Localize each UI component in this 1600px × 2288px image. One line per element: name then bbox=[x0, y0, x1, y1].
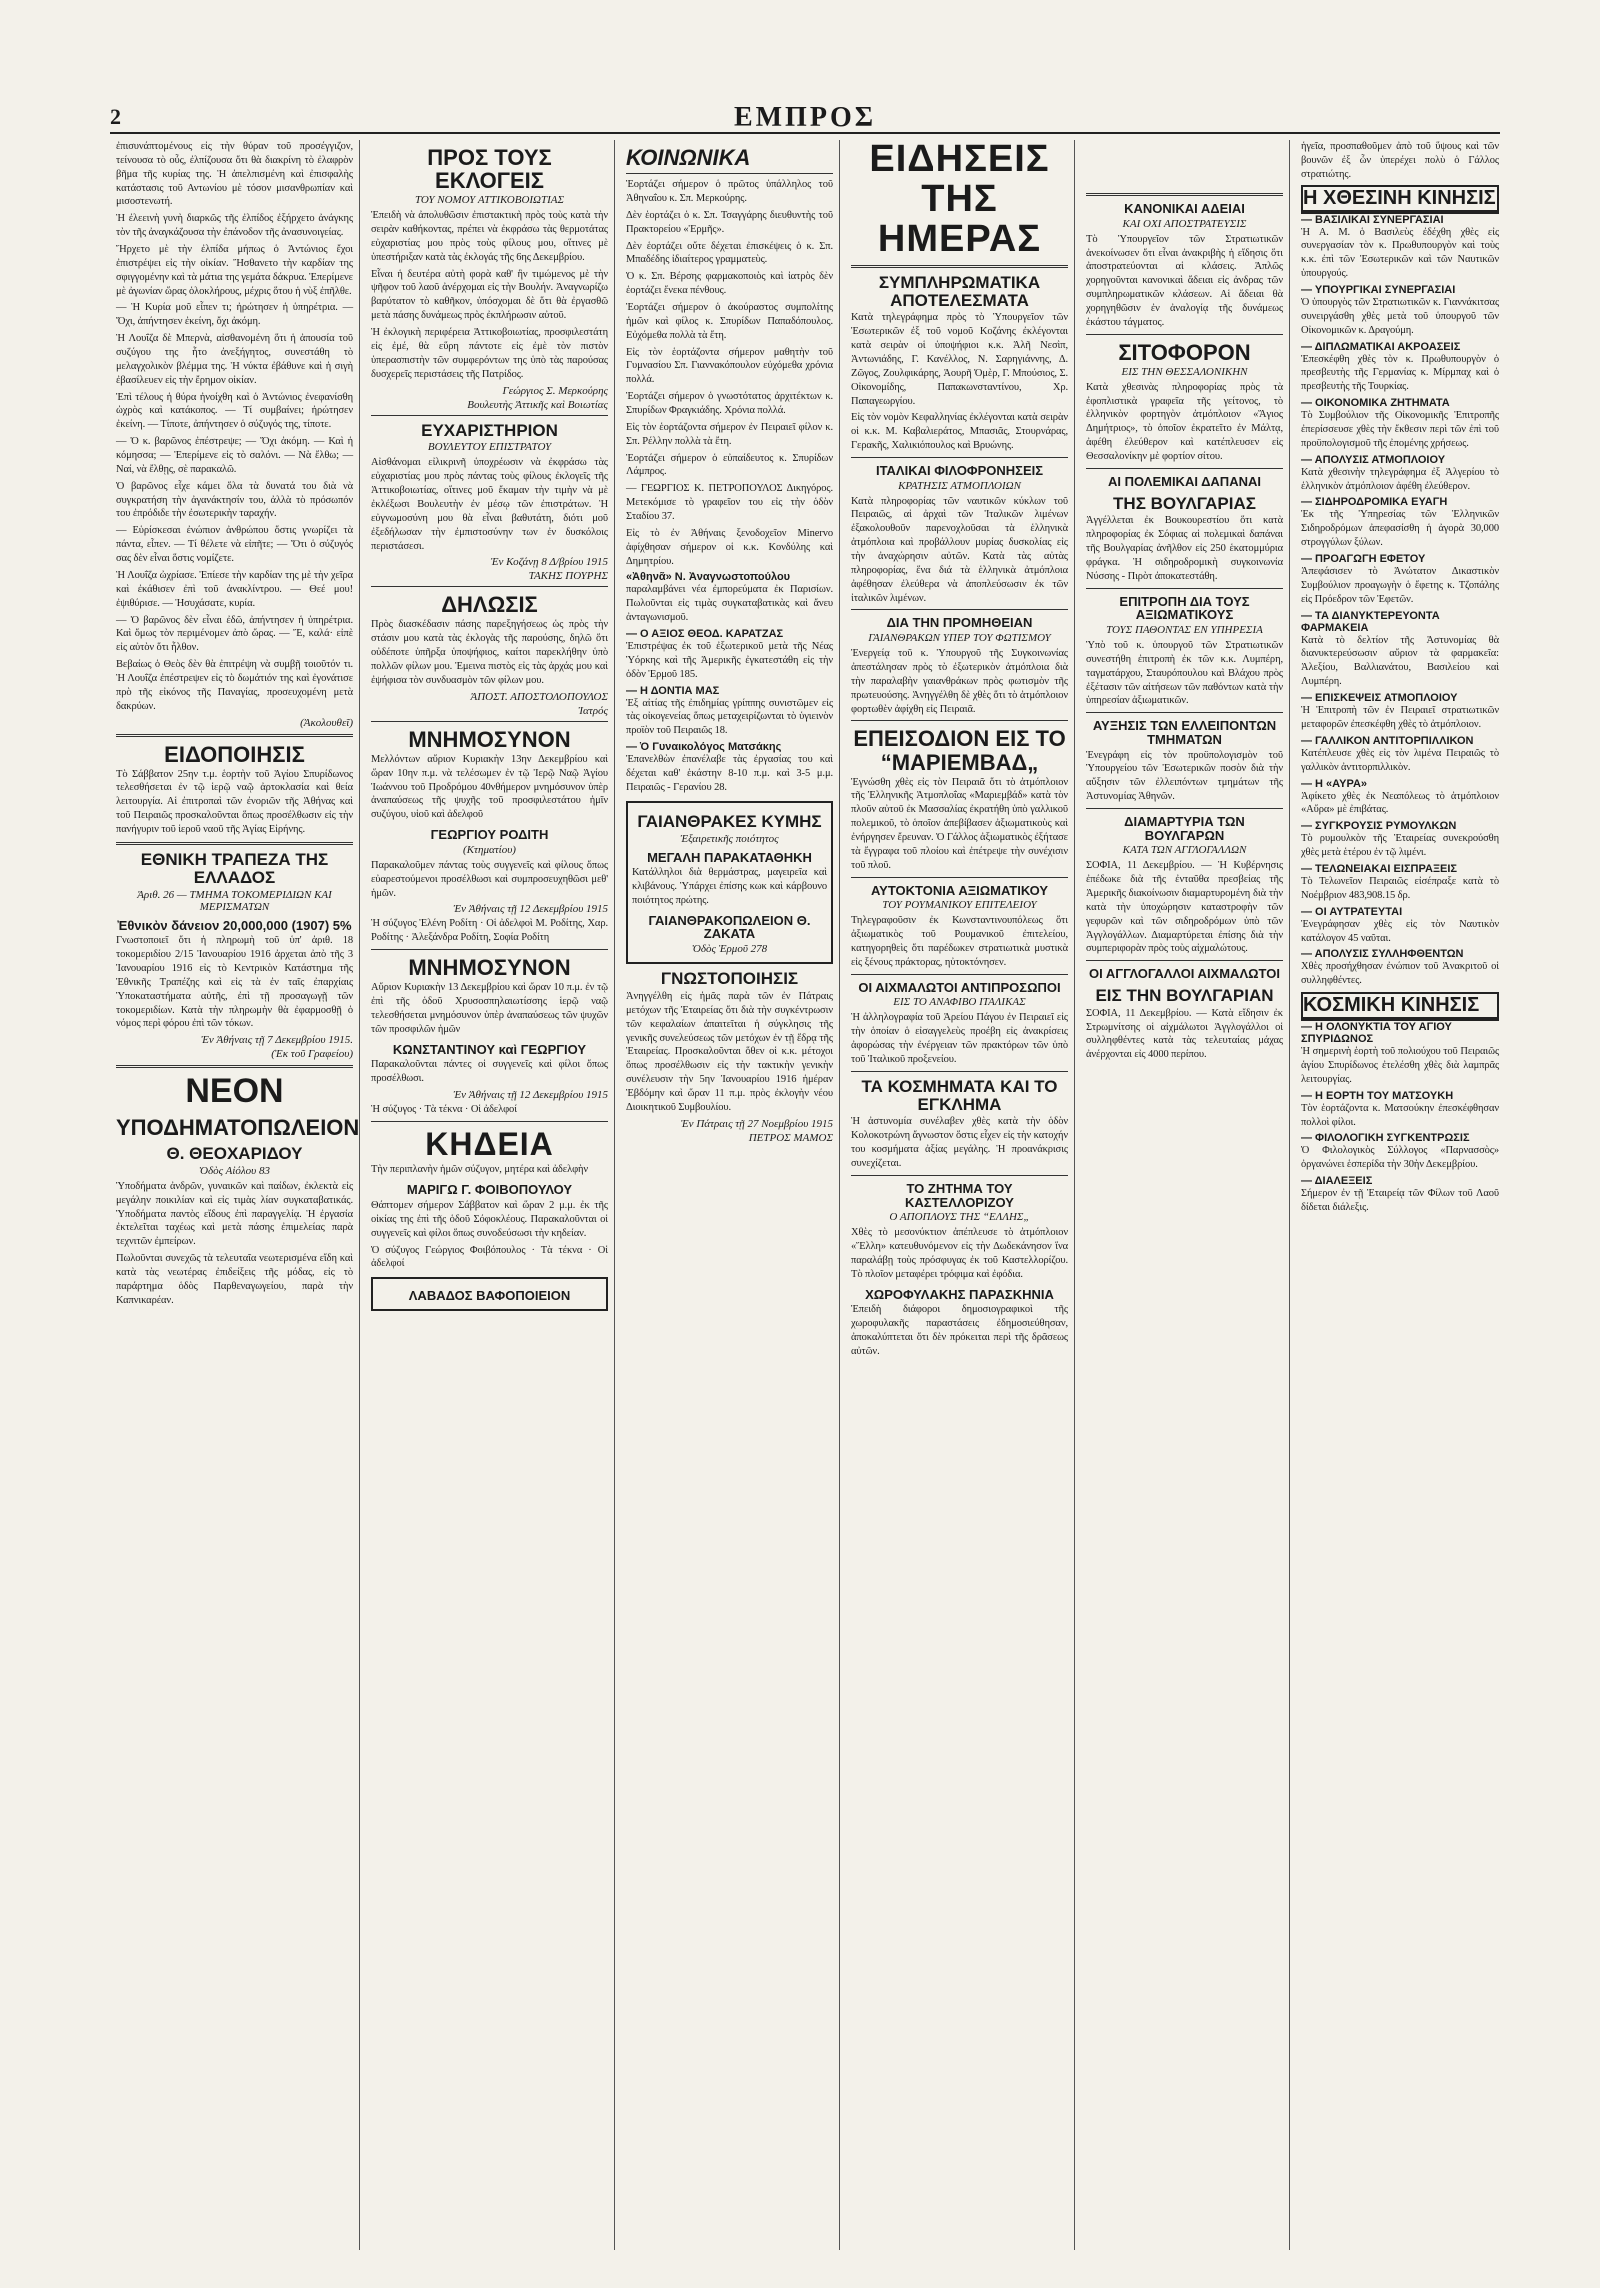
funeral-heading: ΚΗΔΕΙΑ bbox=[425, 1125, 554, 1162]
social-item: Ὁ κ. Σπ. Βέρσης φαρμακοποιὸς καὶ ἰατρὸς δὲν ἑορτάζει ἕνεκα πένθους. bbox=[626, 271, 833, 297]
thanks-subheading: ΒΟΥΛΕΥΤΟΥ ΕΠΙΣΤΡΑΤΟΥ bbox=[427, 441, 552, 454]
item-text: Κατέπλευσε χθὲς εἰς τὸν λιμένα Πειραιῶς τὸ γαλλικὸν ἀντιτορπιλλικὸν. bbox=[1301, 747, 1499, 773]
coal-ad-subheading: ΜΕΓΑΛΗ ΠΑΡΑΚΑΤΑΘΗΚΗ bbox=[647, 849, 812, 865]
item-text: Σήμερον ἐν τῇ Ἑταιρείᾳ τῶν Φίλων τοῦ Λαοῦ δίδεται διάλεξις. bbox=[1301, 1188, 1499, 1213]
newspaper-title: ΕΜΠΡΟΣ bbox=[733, 102, 877, 133]
divider bbox=[1086, 588, 1283, 589]
item-text: Τὸ ρυμουλκὸν τῆς Ἑταιρείας συνεκρούσθη χθὲς μετὰ ἑτέρου ἐν τῷ λιμένι. bbox=[1301, 833, 1499, 859]
memorial-role: (Κτηματίου) bbox=[463, 843, 516, 856]
item-heading: — ΟΙΚΟΝΟΜΙΚΑ ΖΗΤΗΜΑΤΑ bbox=[1301, 397, 1450, 410]
divider bbox=[1086, 468, 1283, 469]
memorial-date: Ἐν Ἀθήναις τῇ 12 Δεκεμβρίου 1915 bbox=[453, 1088, 608, 1101]
item-text: Κατὰ τὸ δελτίον τῆς Ἀστυνομίας θὰ διανυκτερεύσωσιν αὔριον τὰ φαρμακεῖα: Ἀλεξίου, Βαλλιανάτου, Βασιλείου καὶ Λυμπέρη. bbox=[1301, 634, 1499, 688]
item-text: Ὁ ὑπουργὸς τῶν Στρατιωτικῶν κ. Γιαννάκιτσας συνειργάσθη χθὲς μετὰ τοῦ ὑπουργοῦ τῶν Οἰκονομικῶν κ. Δραγούμη. bbox=[1301, 297, 1499, 336]
item-text: Τὸ Συμβούλιον τῆς Οἰκονομικῆς Ἐπιτροπῆς ἐπερίσσευσε χθὲς τὴν ἔκθεσιν περὶ τῶν ἐπὶ τοῦ προϋπολογισμοῦ τῆς ἐπομένης χρήσεως. bbox=[1301, 410, 1499, 449]
divider bbox=[851, 877, 1068, 878]
news-subheading: ΤΟΥ ΡΟΥΜΑΝΙΚΟΥ ΕΠΙΤΕΛΕΙΟΥ bbox=[882, 899, 1037, 912]
item-heading: — ΓΑΛΛΙΚΟΝ ΑΝΤΙΤΟΡΠΙΛΛΙΚΟΝ bbox=[1301, 734, 1474, 747]
divider bbox=[851, 1175, 1068, 1176]
item-heading: — ΑΠΟΛΥΣΙΣ ΣΥΛΛΗΦΘΕΝΤΩΝ bbox=[1301, 948, 1464, 961]
ad-heading: — Ο ΑΞΙΟΣ ΘΕΟΔ. ΚΑΡΑΤΖΑΣ bbox=[626, 628, 784, 641]
news-text: Ἐνεργείᾳ τοῦ κ. Ὑπουργοῦ τῆς Συγκοινωνίας ἀπεστάλησαν πρὸς τὸ ἐξωτερικὸν ἀτμόπλοια διὰ τὴν παραλαβὴν γαιανθράκων πρὸς φωτισμὸν τῆς πρωτευούσης. Ἀνηγγέλθη δὲ χθὲς ὅτι τὸ ἀτμόπλοιον φορτωθὲν ἀφίχθη εἰς Πειραιᾶ. bbox=[851, 648, 1068, 715]
item-text: Τὸ Τελωνεῖον Πειραιῶς εἰσέπραξε κατὰ τὸ Νοέμβριον 483,908.15 δρ. bbox=[1301, 875, 1499, 901]
voters-signature: Γεώργιος Σ. Μερκούρης bbox=[502, 384, 608, 397]
item-text: Ἡ Ἐπιτροπὴ τῶν ἐν Πειραιεῖ στρατιωτικῶν μεταφορῶν ἐπεσκέφθη χθὲς τὸ ἀτμόπλοιον. bbox=[1301, 705, 1499, 730]
news-subheading: ΤΗΣ ΒΟΥΛΓΑΡΙΑΣ bbox=[1113, 493, 1256, 513]
item-heading: — ΥΠΟΥΡΓΙΚΑΙ ΣΥΝΕΡΓΑΣΙΑΙ bbox=[1301, 284, 1456, 297]
coal-ad-heading: ΓΑΙΑΝΘΡΑΚΕΣ ΚΥΜΗΣ bbox=[637, 811, 822, 831]
item-heading: — Η «ΑΥΡΑ» bbox=[1301, 777, 1368, 790]
item-text: Ἀφίκετο χθὲς ἐκ Νεαπόλεως τὸ ἀτμόπλοιον «Αὔρα» μὲ ἐπιβάτας. bbox=[1301, 790, 1499, 816]
news-heading: ΧΩΡΟΦΥΛΑΚΗΣ ΠΑΡΑΣΚΗΝΙΑ bbox=[865, 1286, 1054, 1302]
voters-signature-role: Βουλευτὴς Ἀττικῆς καὶ Βοιωτίας bbox=[467, 398, 608, 411]
voters-subheading: ΤΟΥ ΝΟΜΟΥ ΑΤΤΙΚΟΒΟΙΩΤΙΑΣ bbox=[414, 194, 565, 207]
item-heading: — ΣΥΓΚΡΟΥΣΙΣ ΡΥΜΟΥΛΚΩΝ bbox=[1301, 820, 1457, 833]
column-social bbox=[620, 140, 840, 2250]
coal-ad-text: Κατάλληλοι διὰ θερμάστρας, μαγειρεῖα καὶ κλιβάνους. Ὑπάρχει ἐπίσης κωκ καὶ κάρβουνο ποιότητος πρώτης. bbox=[632, 867, 827, 906]
section-heading: ΚΟΣΜΙΚΗ ΚΙΝΗΣΙΣ bbox=[1303, 994, 1497, 1019]
serial-paragraph: Ὁ βαρῶνος εἶχε κάμει ὅλα τὰ δυνατά του διὰ νὰ συγκρατήση τὴν ἀγανάκτησίν του, ἀλλὰ τὸ πρόσωπόν του ἐπρόδιδε τὴν ἐσωτερικὴν ταραχήν. bbox=[116, 480, 353, 520]
memorial-text: Αὔριον Κυριακὴν 13 Δεκεμβρίου καὶ ὥραν 10 π.μ. ἐν τῷ ἐπὶ τῆς ὁδοῦ Χρυσοσπηλαιωτίσσης ἱερῷ ναῷ τελεσθήσεται μνημόσυνον ὑπὲρ ἀναπαύσεως τῶν ψυχῶν τῶν προσφιλῶν ἡμῶν bbox=[371, 982, 608, 1035]
item-text: Ἡ σημερινὴ ἑορτὴ τοῦ πολιούχου τοῦ Πειραιῶς ἁγίου Σπυρίδωνος ἐτελέσθη χθὲς διὰ λαμπρᾶς λειτουργίας. bbox=[1301, 1046, 1499, 1085]
divider bbox=[851, 265, 1068, 268]
divider bbox=[626, 173, 833, 174]
news-text: Ἐνεγράφη εἰς τὸν προϋπολογισμὸν τοῦ Ὑπουργείου τῶν Ἐσωτερικῶν ποσὸν διὰ τὴν αὔξησιν τῶν ἐλλειπόντων τμημάτων τῆς Ἀστυνομίας Ἀθηνῶν. bbox=[1086, 749, 1283, 803]
voters-text: Ἡ ἐκλογικὴ περιφέρεια Ἀττικοβοιωτίας, προσφιλεστάτη εἰς ἐμέ, θὰ εὕρη πάντοτε εἰς ἐμὲ τὸν πιστὸν ὑπερασπιστὴν τῶν συμφερόντων της ὑπὸ τὰς παρούσας δυσχερεῖς περιστάσεις τῆς Πατρίδος. bbox=[371, 327, 608, 380]
bank-loan: Ἐθνικὸν δάνειον 20,000,000 (1907) 5% bbox=[117, 917, 352, 933]
notice-date: Ἐν Πάτραις τῇ 27 Νοεμβρίου 1915 bbox=[680, 1117, 833, 1130]
news-heading: ΣΙΤΟΦΟΡΟΝ bbox=[1118, 339, 1251, 365]
ad-heading: — Ὁ Γυναικολόγος Ματσάκης bbox=[626, 741, 782, 754]
news-subheading: Ο ΑΠΟΠΛΟΥΣ ΤΗΣ “ΕΛΛΗΣ„ bbox=[889, 1211, 1030, 1224]
bank-heading: ΕΘΝΙΚΗ ΤΡΑΠΕΖΑ ΤΗΣ ΕΛΛΑΔΟΣ bbox=[140, 849, 329, 887]
news-text: Ἡ ἀλληλογραφία τοῦ Ἀρείου Πάγου ἐν Πειραιεῖ εἰς τὴν ὁποίαν ὁ εἰσαγγελεὺς προέβη εἰς ἀνακρίσεις ἀφορώσας τὴν ἐνέργειαν τῶν πρακτόρων τῶν ὑπὸ τοῦ Ἰταλικοῦ προξενείου. bbox=[851, 1012, 1068, 1065]
divider bbox=[371, 586, 608, 587]
news-subheading: ΕΙΣ ΤΟ ΑΝΑΦΙΒΟ ΙΤΑΛΙΚΑΣ bbox=[893, 996, 1026, 1009]
news-text: Τηλεγραφοῦσιν ἐκ Κωνσταντινουπόλεως ὅτι ἀξιωματικὸς τοῦ Ρουμανικοῦ ἐπιτελείου, κατηγορηθεὶς ὅτι παρέδωκεν στρατιωτικὰ μυστικὰ εἰς ξένους πράκτορας, ηὐτοκτόνησεν. bbox=[851, 915, 1068, 968]
serial-paragraph: Ἡ Λουΐζα δὲ Μπερνὰ, αἰσθανομένη ὅτι ἡ ἀπουσία τοῦ συζύγου της ἦτο ἀνεξήγητος, συνεστάθη τὸ μελαγχολικὸν βλέμμα της. Ἡ νύκτα ἐβάθυνε καὶ ἡ σιγὴ ἐβασίλευεν εἰς τὴν ἔρημον οἰκίαν. bbox=[116, 333, 353, 386]
column-movement bbox=[1295, 140, 1505, 2250]
news-text: Τὸ Ὑπουργεῖον τῶν Στρατιωτικῶν ἀνεκοίνωσεν ὅτι εἶναι ἀνακριβὴς ἡ εἴδησις ὅτι ἀποστρατεύονται αἱ κλάσεις. Ἀπλῶς χορηγοῦνται κανονικαὶ ἄδειαι εἰς ἀνδρας τῶν συμπληρωματικῶν κλάσεων. Αἱ ἄδειαι θὰ χορηγηθῶσιν ἐν ἀναλογίᾳ τῆς δυνάμεως ἑκάστου τάγματος. bbox=[1086, 233, 1283, 328]
item-heading: — ΣΙΔΗΡΟΔΡΟΜΙΚΑ ΕΥΑΓΗ bbox=[1301, 496, 1448, 509]
social-item: Δὲν ἑορτάζει οὔτε δέχεται ἐπισκέψεις ὁ κ. Σπ. Μπαδέδης ἰδιαίτερος γραμματεὺς. bbox=[626, 240, 833, 266]
serial-paragraph: ἐπισυνάπτομένους εἰς τὴν θύραν τοῦ προσέγγιζον, τείνουσα τὸ οὖς, ἐλπίζουσα ὅτι θὰ διακρίνη τὸ ἐλαφρὸν βῆμα τῆς κυρίας της. Ἡ ἀπελπισμένη καὶ ἐπισφαλὴς κατάστασις τοῦ Αντωνίου μὲ τόσον μισανθρωπίαν καὶ μισοστενωτή. bbox=[116, 141, 353, 208]
social-movement-list bbox=[1301, 1021, 1499, 1215]
news-heading: ΤΑ ΚΟΣΜΗΜΑΤΑ ΚΑΙ ΤΟ ΕΓΚΛΗΜΑ bbox=[861, 1076, 1058, 1114]
memorial-heading: ΜΝΗΜΟΣΥΝΟΝ bbox=[408, 955, 571, 981]
divider bbox=[371, 415, 608, 416]
thanks-text: Αἰσθάνομαι εἰλικρινῆ ὑποχρέωσιν νὰ ἐκφράσω τὰς εὐχαριστίας μου πρὸς πάντας τοὺς φίλους ἐκλογεῖς τῆς Ἀττικοβοιωτίας, οἵτινες μοῦ ἔκαμαν τὴν τιμὴν νὰ μὲ ἐκλέξωσι Βουλευτὴν ἐν μέσῳ τῶν ἐπιστράτων. Ἡ εὐγνωμοσύνη μου θὰ εἶναι βαθυτάτη, διότι μοῦ ἐξεδήλωσαν τὴν ἐμπιστοσύνην των ἐν δυσκόλοις περιστάσεσι. bbox=[371, 457, 608, 552]
news-heading: ΚΑΝΟΝΙΚΑΙ ΑΔΕΙΑΙ bbox=[1124, 201, 1245, 216]
column-news-a bbox=[845, 140, 1075, 2250]
news-text: Ὑπὸ τοῦ κ. ὑπουργοῦ τῶν Στρατιωτικῶν συνεστήθη ἐπιτροπὴ ἐκ τῶν κ.κ. Λυμπέρη, ταγματάρχου, Σταυρόπουλου καὶ Βλάχου πρὸς ἐξέτασιν τῶν αἰτήσεων τῶν παθόντων κατὰ τὴν ὑπηρεσίαν ἀξιωματικῶν. bbox=[1086, 639, 1283, 707]
news-text: Κατὰ πληροφορίας τῶν ναυτικῶν κύκλων τοῦ Πειραιῶς, αἱ ἀρχαὶ τῶν Ἰταλικῶν λιμένων ἐξακολουθοῦν παρενοχλοῦσαι τὰ ἑλληνικὰ ἀτμόπλοια καὶ προβάλλουν μυρίας δυσκολίας εἰς τὴν ἀναχώρησιν αὐτῶν. Κατὰ τὰς αὐτὰς πληροφορίας, ἕνα διά τὰ ἑλληνικὰ ἀτμόπλοια ἀφέθησαν ἐλεύθερα νὰ ἀποπλεύσωσιν ἐκ τῶν ἰταλικῶν λιμένων. bbox=[851, 495, 1068, 604]
shoe-ad-subheading: ΥΠΟΔΗΜΑΤΟΠΩΛΕΙΟΝ bbox=[116, 1114, 360, 1140]
divider bbox=[371, 949, 608, 950]
ad-heading: — Η ΔΟΝΤΙΑ ΜΑΣ bbox=[626, 684, 720, 697]
item-heading: — ΤΑ ΔΙΑΝΥΚΤΕΡΕΥΟΝΤΑ ΦΑΡΜΑΚΕΙΑ bbox=[1301, 609, 1440, 634]
serial-paragraph: Ἡ Λουΐζα ὠχρίασε. Ἐπίεσε τὴν καρδίαν της μὲ τὴν χεῖρα καὶ ἐκάθισεν ἐπὶ τοῦ ἀνακλίντρου. — Θεέ μου! ἐψιθύρισε. — Ἠσυχάσατε, κυρία. bbox=[116, 569, 353, 609]
serial-paragraph: Ἡ ἐλεεινὴ γυνὴ διαρκῶς τῆς ἐλπίδος ἐξήρχετο ἀνάγκης τὸν τῆς ἀναγκάζουσα τὴν ἐπάνοδον τῆς ἀνασυνοιγείας. bbox=[116, 213, 353, 239]
shoe-ad-text: Πωλοῦνται συνεχῶς τὰ τελευταῖα νεωτερισμένα εἴδη καὶ κατὰ τὰς νεωτέρας ἐπιδείξεις τῆς μόδας, εἰς τὸ παράρτημα ὁδὸς Παρθεναγωγείου, παρὰ τὴν Καπνικαρέαν. bbox=[116, 1253, 353, 1306]
item-text: Κατὰ χθεσινὴν τηλεγράφημα ἐξ Ἀλγερίου τὸ ἑλληνικὸν ἀτμόπλοιον ἀφέθη ἐλεύθερον. bbox=[1301, 466, 1499, 492]
serial-continued: (Ἀκολουθεῖ) bbox=[300, 716, 353, 729]
bank-date: Ἐν Ἀθήναις τῇ 7 Δεκεμβρίου 1915. bbox=[201, 1034, 353, 1047]
section-box bbox=[1301, 992, 1499, 1021]
divider bbox=[851, 720, 1068, 721]
item-text: Ὁ Φιλολογικὸς Σύλλογος «Παρνασσὸς» ὀργανώνει ἑσπερίδα τὴν 30ὴν Δεκεμβρίου. bbox=[1301, 1145, 1499, 1171]
news-heading: ΟΙ ΑΙΧΜΑΛΩΤΟΙ ΑΝΤΙΠΡΟΣΩΠΟΙ bbox=[858, 979, 1061, 995]
divider bbox=[1086, 193, 1283, 196]
item-heading: — ΒΑΣΙΛΙΚΑΙ ΣΥΝΕΡΓΑΣΙΑΙ bbox=[1301, 213, 1444, 226]
news-heading: ΑΥΤΟΚΤΟΝΙΑ ΑΞΙΩΜΑΤΙΚΟΥ bbox=[870, 882, 1049, 898]
social-item: Ἑορτάζει σήμερον ὁ πρῶτος ὑπάλληλος τοῦ Ἀθηναΐου κ. Σπ. Μερκούρης. bbox=[626, 179, 833, 204]
serial-paragraph: — Ὁ βαρῶνος δὲν εἶναι ἐδῶ, ἀπήντησεν ἡ ὑπηρέτρια. Καὶ ὅμως τὸν περιμένομεν ἀπὸ ὥρας. — Ἔ, καλά· εἰπὲ εἰς αὐτὸν ὅτι ἦλθον. bbox=[116, 614, 353, 654]
news-heading: ΙΤΑΛΙΚΑΙ ΦΙΛΟΦΡΟΝΗΣΕΙΣ bbox=[875, 462, 1044, 478]
funeral-name: ΜΑΡΙΓΩ Γ. ΦΟΙΒΟΠΟΥΛΟΥ bbox=[406, 1182, 573, 1198]
voters-text: Ἐπειδὴ νὰ ἀπολυθῶσιν ἐπιστακτικὴ πρὸς τοὺς κατὰ τὴν σειρὰν καθήκοντας, πρέπει νὰ ἐκφράσω τὰς θερμοτάτας εὐχαριστίας μου πρὸς τοὺς φίλους μου, οἵτινες μὲ ὑπεστήριξαν κατὰ τὰς ἐκλογάς τῆς 6ης Δεκεμβρίου. bbox=[371, 210, 608, 263]
funeral-family: Ὁ σύζυγος Γεώργιος Φοιβόπουλος · Τὰ τέκνα · Οἱ ἀδελφοί bbox=[371, 1244, 608, 1270]
news-text: Ἐγνώσθη χθὲς εἰς τὸν Πειραιᾶ ὅτι τὸ ἀτμόπλοιον τῆς Ἐλληνικῆς Ἀτμοπλοΐας «Μαριεμβάδ» κατὰ τὸν πλοῦν αὐτοῦ ἐκ Μασσαλίας ἐκρατήθη ὑπὸ γαλλικοῦ πολεμικοῦ, τὸ ὁποῖον ἀπεβίβασεν ἀξιωματικοὺς καὶ ἐνήργησεν ἔρευναν. Ὁ Γάλλος ἀξιωματικὸς ἐξήτασε τὰ ἔγγραφα τοῦ πλοίου καὶ ἐπέτρεψε τὴν συνέχισιν τοῦ πλοῦ. bbox=[851, 776, 1068, 871]
declaration-text: Πρὸς διασκέδασιν πάσης παρεξηγήσεως ὡς πρὸς τὴν στάσιν μου κατὰ τὰς ἐκλογὰς τῆς παρούσης, δηλῶ ὅτι οὐδέποτε ὑπῆρξα ὑποψήφιος, καίτοι παρεκλήθην ὑπὸ πολλῶν φίλων μου. Ἐμεινα πιστὸς εἰς τὰς ἀρχάς μου καὶ ἐψήφισα τὸν συνδυασμὸν τῶν φίλων μου. bbox=[371, 619, 608, 686]
item-heading: — ΦΙΛΟΛΟΓΙΚΗ ΣΥΓΚΕΝΤΡΩΣΙΣ bbox=[1301, 1132, 1470, 1145]
item-text: Ἐνεγράφησαν χθὲς εἰς τὸν Ναυτικὸν κατάλογον 45 ναῦται. bbox=[1301, 918, 1499, 944]
item-heading: — ΔΙΑΛΕΞΕΙΣ bbox=[1301, 1175, 1373, 1188]
item-text: Χθὲς προσήχθησαν ἐνώπιον τοῦ Ἀνακριτοῦ οἱ συλληφθέντες. bbox=[1301, 961, 1499, 987]
serial-paragraph: — Ὁ κ. βαρῶνος ἐπέστρεψε; — Ὄχι ἀκόμη. — Καὶ ἡ κόμησσα; — Ἐπερίμενε εἰς τὸ σαλόνι. — Νὰ ἔλθω; — Ναί, νὰ ἔλθῃς, σὲ παρακαλῶ. bbox=[116, 436, 353, 475]
social-item: Εἰς τὸ ἐν Ἀθήναις ξενοδοχεῖον Minervo ἀφίχθησαν σήμερον οἱ κ.κ. Κονδύλης καὶ Δημητρίου. bbox=[626, 527, 833, 567]
coal-ad-subheading: Ἐξαιρετικῆς ποιότητος bbox=[680, 832, 779, 845]
news-text: Κατὰ χθεσινὰς πληροφορίας πρὸς τὰ ἐφοπλιστικὰ γραφεῖα τῆς γείτονος, τὸ ἑλληνικὸν φορτηγὸν ἀτμόπλοιον «Ἅγιος Δημήτριος», τὸ ὁποῖον ἐκρατεῖτο ἐν Μάλτᾳ, ἀφέθη ἐλεύθερον καὶ κατέπλευσεν εἰς Θεσσαλονίκην μὲ φορτίον σίτου. bbox=[1086, 381, 1283, 463]
item-heading: — ΔΙΠΛΩΜΑΤΙΚΑΙ ΑΚΡΟΑΣΕΙΣ bbox=[1301, 340, 1461, 353]
memorial-text: Παρακαλοῦνται πάντες οἱ συγγενεῖς καὶ φίλοι ὅπως προσέλθωσι. bbox=[371, 1059, 608, 1085]
column-news-b bbox=[1080, 140, 1290, 2250]
page-number: 2 bbox=[110, 104, 121, 129]
news-subheading: ΓΑΙΑΝΘΡΑΚΩΝ ΥΠΕΡ ΤΟΥ ΦΩΤΙΣΜΟΥ bbox=[868, 632, 1051, 645]
item-heading: — ΕΠΙΣΚΕΨΕΙΣ ΑΤΜΟΠΛΟΙΟΥ bbox=[1301, 692, 1458, 705]
divider bbox=[851, 1071, 1068, 1072]
news-text: Ἀγγέλλεται ἐκ Βουκουρεστίου ὅτι κατὰ πληροφορίας ἐκ Σόφιας αἱ πολεμικαὶ δαπάναι τῆς Βουλγαρίας ἀνῆλθον εἰς 250 ἑκατομμύρια φράγκα. Ἡ σιδηροδρομικὴ συγκοινωνία Νύσσης - Πιρὸτ ἀποκατεστάθη. bbox=[1086, 515, 1283, 582]
item-text: Τὸν ἑορτάζοντα κ. Ματσούκην ἐπεσκέφθησαν πολλοὶ φίλοι. bbox=[1301, 1102, 1499, 1128]
item-heading: — ΑΠΟΛΥΣΙΣ ΑΤΜΟΠΛΟΙΟΥ bbox=[1301, 453, 1446, 466]
notices-heading: ΕΙΔΟΠΟΙΗΣΙΣ bbox=[164, 741, 305, 767]
social-item: Ἑορτάζει σήμερον ὁ ἀκούραστος συμπολίτης ἡμῶν καὶ φίλος κ. Σπυρίδων Παπαδόπουλος. Εὐχόμεθα πολλὰ τὰ ἔτη. bbox=[626, 301, 833, 341]
notices-text: Τὸ Σάββατον 25ην τ.μ. ἑορτὴν τοῦ Ἁγίου Σπυρίδωνος τελεσθήσεται ἐν τῷ ἱερῷ ναῷ ἀρτοκλασία καὶ θεία λειτουργία. Αἱ ἐπιτροπαὶ τῶν ἐνοριῶν τῆς Ἀθήνας καὶ τοῦ Πειραιῶς προσκαλοῦνται ὅπως προσέλθωσιν εἰς τὴν πανήγυριν τοῦ ἱεροῦ ναοῦ τῆς Ἁγίας Εἰρήνης. bbox=[116, 768, 353, 836]
section-heading: Η ΧΘΕΣΙΝΗ ΚΙΝΗΣΙΣ bbox=[1303, 187, 1497, 212]
bank-text: Γνωστοποιεῖ ὅτι ἡ πληρωμὴ τοῦ ὑπ' ἀριθ. 18 τοκομεριδίου 2/15 Ἰανουαρίου 1916 ἀρχεται ἀπὸ τῆς 3 Ἰανουαρίου 1916 εἰς τὸ Κεντρικὸν Κατάστημα τῆς Ἐθνικῆς Τραπέζης καὶ εἰς τὰ ἐν ταῖς ἐπαρχίαις Ὑποκαταστήματα αὐτῆς, ἐπὶ τῇ προσαγωγῇ τῶν τοκομεριδίων. Κατὰ τὴν πληρωμὴν θὰ ἐφαρμοσθῇ ὁ νόμος περὶ φόρου ἐπὶ τῶν τόκων. bbox=[116, 935, 353, 1030]
shoe-ad-owner: Θ. ΘΕΟΧΑΡΙΔΟΥ bbox=[166, 1144, 303, 1164]
shoe-ad-address: Ὁδὸς Αἰόλου 83 bbox=[199, 1164, 270, 1177]
ad-text: Ἐπανελθὼν ἐπανέλαβε τὰς ἐργασίας του καὶ δέχεται καθ' ἑκάστην 8-10 π.μ. καὶ 3-5 μ.μ. Πειραιῶς - Γερανίου 28. bbox=[626, 754, 833, 793]
coal-ad-box bbox=[626, 801, 833, 964]
funeral-text: Θάπτομεν σήμερον Σάββατον καὶ ὥραν 2 μ.μ. ἐκ τῆς οἰκίας της ἐπὶ τῆς ὁδοῦ Σόφοκλέους. Παρακαλοῦνται οἱ συγγενεῖς καὶ φίλοι ὅπως συνοδεύσωσι τὴν κηδείαν. bbox=[371, 1199, 608, 1239]
social-item: Εἰς τὸν ἑορτάζοντα σήμερον ἐν Πειραιεῖ φίλον κ. Σπ. Ρέλλην πολλὰ τὰ ἔτη. bbox=[626, 421, 833, 447]
memorial-text: Παρακαλοῦμεν πάντας τοὺς συγγενεῖς καὶ φίλους ὅπως εὐαρεστούμενοι προσέλθωσι καὶ συμπροσευχηθῶσι μεθ' ἡμῶν. bbox=[371, 859, 608, 899]
divider bbox=[1086, 960, 1283, 961]
news-subheading: ΚΑΙ ΟΧΙ ΑΠΟΣΤΡΑΤΕΥΣΙΣ bbox=[1122, 217, 1247, 230]
news-heading: ΔΙΑΜΑΡΤΥΡΙΑ ΤΩΝ ΒΟΥΛΓΑΡΩΝ bbox=[1124, 813, 1245, 843]
serial-paragraph: — Ἡ Κυρία μοῦ εἶπεν τι; ἠρώτησεν ἡ ὑπηρέτρια. — Ὄχι, ἀπήντησεν ἐκείνη, ὄχι ἀκόμη. bbox=[116, 302, 353, 328]
social-item: Δὲν ἑορτάζει ὁ κ. Σπ. Τσαγγάρης διευθυντὴς τοῦ Πρακτορείου «Ἑρμῆς». bbox=[626, 209, 833, 235]
divider bbox=[116, 842, 353, 845]
memorial-family: Ἡ σύζυγος · Τὰ τέκνα · Οἱ ἀδελφοί bbox=[371, 1103, 517, 1115]
declaration-signature-role: Ἰατρός bbox=[578, 704, 608, 717]
news-heading: ΕΠΙΤΡΟΠΗ ΔΙΑ ΤΟΥΣ ΑΞΙΩΜΑΤΙΚΟΥΣ bbox=[1119, 593, 1250, 623]
news-heading: ΤΟ ΖΗΤΗΜΑ ΤΟΥ ΚΑΣΤΕΛΛΟΡΙΖΟΥ bbox=[905, 1180, 1014, 1210]
news-text: ΣΟΦΙΑ, 11 Δεκεμβρίου. — Κατὰ εἴδησιν ἐκ Στρωμνίτσης οἱ αἰχμάλωτοι Ἀγγλογάλλοι οἱ συλληφθέντες κατὰ τὰς τελευταίας μάχας ἀνέρχονται εἰς 4000 περίπου. bbox=[1086, 1007, 1283, 1061]
divider bbox=[1086, 334, 1283, 335]
news-heading: ΟΙ ΑΓΓΛΟΓΑΛΛΟΙ ΑΙΧΜΑΛΩΤΟΙ bbox=[1089, 966, 1280, 982]
divider bbox=[1086, 712, 1283, 713]
news-subheading: ΚΡΑΤΗΣΙΣ ΑΤΜΟΠΛΟΙΩΝ bbox=[898, 479, 1021, 492]
news-heading: ΔΙΑ ΤΗΝ ΠΡΟΜΗΘΕΙΑΝ bbox=[886, 615, 1033, 631]
item-text: Ἐκ τῆς Ὑπηρεσίας τῶν Ἑλληνικῶν Σιδηροδρόμων ἀπεφασίσθη ἡ ἀγορὰ 30,000 στρογγύλων ξύλων. bbox=[1301, 509, 1499, 549]
shop-ad-box bbox=[371, 1277, 608, 1311]
column-notices bbox=[365, 140, 615, 2250]
item-text: Ἐπεσκέφθη χθὲς τὸν κ. Πρωθυπουργὸν ὁ πρεσβευτὴς τῆς Γερμανίας κ. Μίρμπαχ καὶ ὁ πρεσβευτὴς τῆς Τουρκίας. bbox=[1301, 353, 1499, 393]
column-serial bbox=[110, 140, 360, 2250]
news-text: Εἰς τὸν νομὸν Κεφαλληνίας ἐκλέγονται κατὰ σειρὰν οἱ κ.κ. Μ. Καβαλιεράτος, Μπασιᾶς, Στουρνάρας, Γερακῆς, Χαλικιόπουλος καὶ Βρυώνης. bbox=[851, 412, 1068, 452]
voters-heading: ΠΡΟΣ ΤΟΥΣ ΕΚΛΟΓΕΙΣ bbox=[427, 145, 552, 194]
news-subheading: ΚΑΤΑ ΤΩΝ ΑΓΓΛΟΓΑΛΛΩΝ bbox=[1122, 844, 1247, 857]
item-heading: — ΠΡΟΑΓΩΓΗ ΕΦΕΤΟΥ bbox=[1301, 553, 1426, 566]
section-box bbox=[1301, 185, 1499, 214]
shop-ad-label: ΛΑΒΑΔΟΣ ΒΑΦΟΠΟΙΕΙΟΝ bbox=[408, 1288, 571, 1304]
social-item: Ἑορτάζει σήμερον ὁ γνωστότατος ἀρχιτέκτων κ. Σπυρίδων Φραγκιάδης. Χρόνια πολλά. bbox=[626, 391, 833, 416]
news-text: Ἡ ἀστυνομία συνέλαβεν χθὲς κατὰ τὴν ὁδὸν Κολοκοτρώνη ἄγνωστον ὅστις εἶχεν εἰς τὴν κατοχήν του κοσμήματα ἀξίας μεγάλης. Ἡ προανάκρισις συνεχίζεται. bbox=[851, 1116, 1068, 1170]
item-text: Ἀπεφάσισεν τὸ Ἀνώτατον Δικαστικὸν Συμβούλιον προαγωγὴν ὁ ἔφετης κ. Τζοπάλης εἰς Πρόεδρον τῶν Ἐφετῶν. bbox=[1301, 566, 1499, 605]
news-heading: ΑΙ ΠΟΛΕΜΙΚΑΙ ΔΑΠΑΝΑΙ bbox=[1108, 473, 1261, 489]
divider bbox=[371, 1121, 608, 1122]
social-item: Εἰς τὸν ἑορτάζοντα σήμερον μαθητὴν τοῦ Γυμνασίου Σπ. Γιαννακόπουλον εὐχόμεθα χρόνια πολλά. bbox=[626, 346, 833, 386]
ad-text: Ἐξ αἰτίας τῆς ἐπιδημίας γρίππης συνιστῶμεν εἰς τὰς οἰκογενείας ὅπως μεταχειρίζωνται τὸ ὑγιεινὸν προϊὸν τοῦ Πειραιῶς 18. bbox=[626, 697, 833, 737]
divider bbox=[851, 457, 1068, 458]
intro-text: ἡγεῖα, προσπαθοῦμεν ἀπὸ τοῦ ὕψους καὶ τῶν βουνῶν ἐξ ὧν ὑπερέχει πολὺ ὁ Γάλλος στρατιώτης. bbox=[1301, 141, 1499, 180]
serial-paragraph: — Εὑρίσκεσαι ἐνώπιον ἀνθρώπου ὅστις γνωρίζει τὰ πάντα, εἶπεν. — Τί θέλετε νὰ εἰπῆτε; — Ὅτι ὁ σύζυγός σας δὲν εἶναι ὅστις νομίζετε. bbox=[116, 525, 353, 565]
serial-paragraph: Ἐπὶ τέλους ἡ θύρα ἠνοίχθη καὶ ὁ Ἀντώνιος ἐνεφανίσθη ὠχρὸς καὶ κατάκοπος. — Τί συμβαίνει; ἠρώτησεν ἐκείνη. — Τίποτε, ἀπήντησεν ὁ σύζυγός της, τίποτε. bbox=[116, 391, 353, 431]
serial-paragraph: Βεβαίως ὁ Θεὸς δὲν θὰ ἐπιτρέψη νὰ συμβῇ τοιοῦτόν τι. Ἡ Λουΐζα ἐπέστρεψεν εἰς τὸ δωμάτιόν της καὶ ἐγονάτισε πρὸ τῆς εἰκόνος τῆς Παναγίας, προσευχομένη μετὰ δακρύων. bbox=[116, 659, 353, 712]
news-subheading: ΕΙΣ ΤΗΝ ΒΟΥΛΓΑΡΙΑΝ bbox=[1095, 985, 1274, 1005]
bank-subheading: Ἀριθ. 26 — ΤΜΗΜΑ ΤΟΚΟΜΕΡΙΔΙΩΝ ΚΑΙ ΜΕΡΙΣΜΑΤΩΝ bbox=[137, 888, 332, 913]
ad-text: παραλαμβάνει νέα ἐμπορεύματα ἐκ Παρισίων. Πωλοῦνται εἰς τιμὰς συγκαταβατικὰς καὶ ἄνευ ἀνταγωνισμοῦ. bbox=[626, 584, 833, 624]
ad-text: Ἐπιστρέψας ἐκ τοῦ ἐξωτερικοῦ μετὰ τῆς Νέας Ὑόρκης καὶ τῆς Ἀμερικῆς ἐγκατεστάθη εἰς τὴν ὁδὸν Ἑρμοῦ 185. bbox=[626, 641, 833, 680]
declaration-heading: ΔΗΛΩΣΙΣ bbox=[441, 592, 538, 618]
bank-from: (Ἐκ τοῦ Γραφείου) bbox=[271, 1048, 353, 1061]
news-text: Ἐπειδὴ διάφοροι δημοσιογραφικοὶ τῆς χωροφυλακῆς παραστάσεις ἐδημοσιεύθησαν, ἀποκαλύπτεται ὅτι δὲν πρόκειται περὶ τῆς δρᾶσεως αὐτῶν. bbox=[851, 1304, 1068, 1357]
coal-ad-address: Ὁδὸς Ἑρμοῦ 278 bbox=[691, 943, 768, 956]
divider bbox=[1086, 808, 1283, 809]
divider bbox=[371, 721, 608, 722]
news-heading: ΕΠΕΙΣΟΔΙΟΝ ΕΙΣ ΤΟ “ΜΑΡΙΕΜΒΑΔ„ bbox=[853, 726, 1066, 775]
notice-heading: ΓΝΩΣΤΟΠΟΙΗΣΙΣ bbox=[660, 969, 799, 989]
thanks-date: Ἐν Κοζάνῃ 8 Δ/βρίου 1915 bbox=[490, 556, 608, 569]
news-subheading: ΕΙΣ ΤΗΝ ΘΕΣΣΑΛΟΝΙΚΗΝ bbox=[1121, 365, 1248, 378]
social-heading: ΚΟΙΝΩΝΙΚΑ bbox=[626, 145, 751, 170]
social-item: Ἑορτάζει σήμερον ὁ εὐπαίδευτος κ. Σπυρίδων Λάμπρος. bbox=[626, 452, 833, 478]
serial-paragraph: Ἤρχετο μὲ τὴν ἐλπίδα μήπως ὁ Ἀντώνιος ἔχοι ἐπιστρέψει εἰς τὴν οἰκίαν. Ἤσθανετο τὴν καρδίαν της σφιγγομένην καὶ τὰ μάτια της γεμάτα δάκρυα. Ἐπερίμενε μὲ ἀγωνίαν ὥρας ὁλοκλήρους, μέχρις ὅτου ἡ νὺξ ἐπῆλθε. bbox=[116, 244, 353, 297]
ad-heading: «Ἀθηνᾶ» Ν. Ἀναγνωστοπούλου bbox=[626, 571, 791, 584]
item-text: Ἡ Α. Μ. ὁ Βασιλεὺς ἐδέχθη χθὲς εἰς συνεργασίαν τὸν κ. Πρωθυπουργὸν καὶ τοὺς κ.κ. ἐπὶ τῶν Ἐσωτερικῶν καὶ τῶν Ναυτικῶν ὑπουργούς. bbox=[1301, 226, 1499, 280]
item-heading: — ΤΕΛΩΝΕΙΑΚΑΙ ΕΙΣΠΡΑΞΕΙΣ bbox=[1301, 862, 1458, 875]
item-heading: — ΟΙ ΑΥΤΡΑΤΕΥΤΑΙ bbox=[1301, 905, 1403, 918]
masthead bbox=[110, 104, 1500, 134]
shoe-ad-text: Ὑποδήματα ἀνδρῶν, γυναικῶν καὶ παίδων, ἐκλεκτὰ εἰς μεγάλην ποικιλίαν καὶ εἰς τιμὰς λίαν συγκαταβατικάς. Ὑποδήματα παντὸς εἴδους ἐπὶ παραγγελίᾳ. Ἡ ἐργασία ἐκτελεῖται ταχέως καὶ μετὰ πάσης ἐπιμελείας παρὰ τεχνιτῶν ἐμπείρων. bbox=[116, 1180, 353, 1248]
memorial-name: ΚΩΝΣΤΑΝΤΙΝΟΥ καὶ ΓΕΩΡΓΙΟΥ bbox=[392, 1041, 587, 1057]
memorial-heading: ΜΝΗΜΟΣΥΝΟΝ bbox=[408, 726, 571, 752]
news-text: Χθὲς τὸ μεσονύκτιον ἀπέπλευσε τὸ ἀτμόπλοιον «Ἕλλη» κατευθυνόμενον εἰς τὴν Δωδεκάνησον ἵνα παραλάβῃ τοὺς πρόσφυγας ἐκ τοῦ Καστελλορίζου. Τὸ πλοῖον μεταφέρει τρόφιμα καὶ ἐφόδια. bbox=[851, 1227, 1068, 1280]
declaration-signature: ἈΠΟΣΤ. ΑΠΟΣΤΟΛΟΠΟΥΛΟΣ bbox=[470, 690, 608, 703]
funeral-text: Τὴν περιπλανὴν ἡμῶν σύζυγον, μητέρα καὶ ἀδελφὴν bbox=[371, 1164, 589, 1176]
memorial-text: Μελλόντων αὔριον Κυριακὴν 13ην Δεκεμβρίου καὶ ὥραν 10ην π.μ. νὰ τελέσωμεν ἐν τῷ Ἱερῷ Ναῷ Ἁγίου Ἰωάννου τοῦ Προδρόμου 40νθήμερον μνημόσυνον ὑπὲρ ἀναπαύσεως τῆς ψυχῆς τοῦ προσφιλεστάτου ἡμῖν συζύγου, υἱοῦ καὶ ἀδελφοῦ bbox=[371, 753, 608, 821]
news-text: Κατὰ τηλεγράφημα πρὸς τὸ Ὑπουργεῖον τῶν Ἐσωτερικῶν ἐξ τοῦ νομοῦ Κοζάνης ἐκλέγονται κατὰ σειρὰν οἱ ὑποψήφιοι κ.κ. Ἀλῆ Νεσὶπ, Ἀντωνιάδης, Γ. Κανέλλος, Ν. Σαρηγιάννης, Δ. Ζῶγος, Ζουλφικάρης, Ἀουρῆ Ὀμὲρ, Γ. Μπούσιος, Σ. Οἰκονομίδης, Παπακωνσταντίνου, Χρ. Παπαγεωργίου. bbox=[851, 312, 1068, 407]
banner-continuation bbox=[1086, 140, 1283, 188]
news-banner: ΕΙΔΗΣΕΙΣ ΤΗΣ ΗΜΕΡΑΣ bbox=[869, 140, 1050, 260]
news-text: ΣΟΦΙΑ, 11 Δεκεμβρίου. — Ἡ Κυβέρνησις ἐπέδωκε διὰ τῆς ἐνταῦθα πρεσβείας τῆς Ἀμερικῆς διακοίνωσιν διαμαρτυρομένη διὰ τὴν κατὰ τὴν ὑποχώρησιν καταστροφὴν τῶν γεφυρῶν καὶ τῶν σιδηροδρόμων ὑπὸ τῶν Ἀγγλογάλλων. Διαμαρτύρεται ἐπίσης διὰ τὴν συμπεριφορὰν πρὸς τοὺς αἰχμαλώτους. bbox=[1086, 860, 1283, 955]
item-heading: — Η ΟΛΟΝΥΚΤΙΑ ΤΟΥ ΑΓΙΟΥ ΣΠΥΡΙΔΩΝΟΣ bbox=[1301, 1021, 1452, 1046]
news-subheading: ΤΟΥΣ ΠΑΘΟΝΤΑΣ ΕΝ ΥΠΗΡΕΣΙΑ bbox=[1106, 623, 1263, 636]
coal-ad-owner: ΓΑΙΑΝΘΡΑΚΟΠΩΛΕΙΟΝ Θ. ΖΑΚΑΤΑ bbox=[648, 912, 811, 942]
memorial-name: ΓΕΩΡΓΙΟΥ ΡΟΔΙΤΗ bbox=[430, 827, 549, 843]
news-heading: ΣΥΜΠΛΗΡΩΜΑΤΙΚΑ ΑΠΟΤΕΛΕΣΜΑΤΑ bbox=[878, 272, 1041, 310]
social-item: — ΓΕΩΡΓΙΟΣ Κ. ΠΕΤΡΟΠΟΥΛΟΣ Δικηγόρος. Μετεκόμισε τὸ γραφεῖον του εἰς τὴν ὁδὸν Σταδίου 37. bbox=[626, 483, 833, 522]
voters-text: Εἶναι ἡ δευτέρα αὐτὴ φορὰ καθ' ἣν τιμώμενος μὲ τὴν ψῆφον τοῦ λαοῦ ἀνέρχομαι εἰς τὴν Βουλήν. Ἀναγνωρίζω βαρύτατον τὸ καθῆκον, ὑπόσχομαι δὲ ὅτι θὰ ἐργασθῶ μετὰ πάσης δυνάμεως πρὸς ἐκπλήρωσιν αὐτοῦ. bbox=[371, 268, 608, 322]
shoe-ad-heading: ΝΕΟΝ bbox=[185, 1072, 284, 1111]
thanks-heading: ΕΥΧΑΡΙΣΤΗΡΙΟΝ bbox=[421, 420, 558, 440]
thanks-signature: ΤΑΚΗΣ ΠΟΥΡΗΣ bbox=[528, 570, 608, 583]
notice-signature: ΠΕΤΡΟΣ ΜΑΜΟΣ bbox=[748, 1131, 833, 1144]
movement-list bbox=[1301, 214, 1499, 989]
notice-text: Ἀνηγγέλθη εἰς ἡμᾶς παρὰ τῶν ἐν Πάτραις μετόχων τῆς Ἐταιρείας ὅτι διὰ τὴν συγκέντρωσιν τῶν κεφαλαίων ἀπαιτεῖται ἡ σύγκλησις τῆς γενικῆς συνελεύσεως τῶν μετόχων ἐν τῇ ἕδρᾳ τῆς Ἑταιρείας. Προσκαλοῦνται ὅθεν οἱ κ.κ. μέτοχοι ὅπως προσέλθωσιν εἰς τὴν τακτικὴν γενικὴν συνέλευσιν τὴν 5ην Ἰανουαρίου 1916 ἡμέραν Ἑβδόμην καὶ ὥραν 11 π.μ. πρὸς ἐκλογὴν νέου Διοικητικοῦ Συμβουλίου. bbox=[626, 990, 833, 1113]
item-heading: — Η ΕΟΡΤΗ ΤΟΥ ΜΑΤΣΟΥΚΗ bbox=[1301, 1089, 1454, 1102]
divider bbox=[116, 1065, 353, 1068]
news-heading: ΑΥΞΗΣΙΣ ΤΩΝ ΕΛΛΕΙΠΟΝΤΩΝ ΤΜΗΜΑΤΩΝ bbox=[1092, 718, 1277, 747]
divider bbox=[851, 609, 1068, 610]
memorial-family: Ἡ σύζυγος Ἑλένη Ροδίτη · Οἱ ἀδελφοὶ Μ. Ροδίτης, Χαρ. Ροδίτης · Ἀλεξάνδρα Ροδίτη, Σοφία Ροδίτη bbox=[371, 918, 608, 944]
divider bbox=[851, 974, 1068, 975]
divider bbox=[116, 734, 353, 737]
memorial-date: Ἐν Ἀθήναις τῇ 12 Δεκεμβρίου 1915 bbox=[453, 903, 608, 916]
